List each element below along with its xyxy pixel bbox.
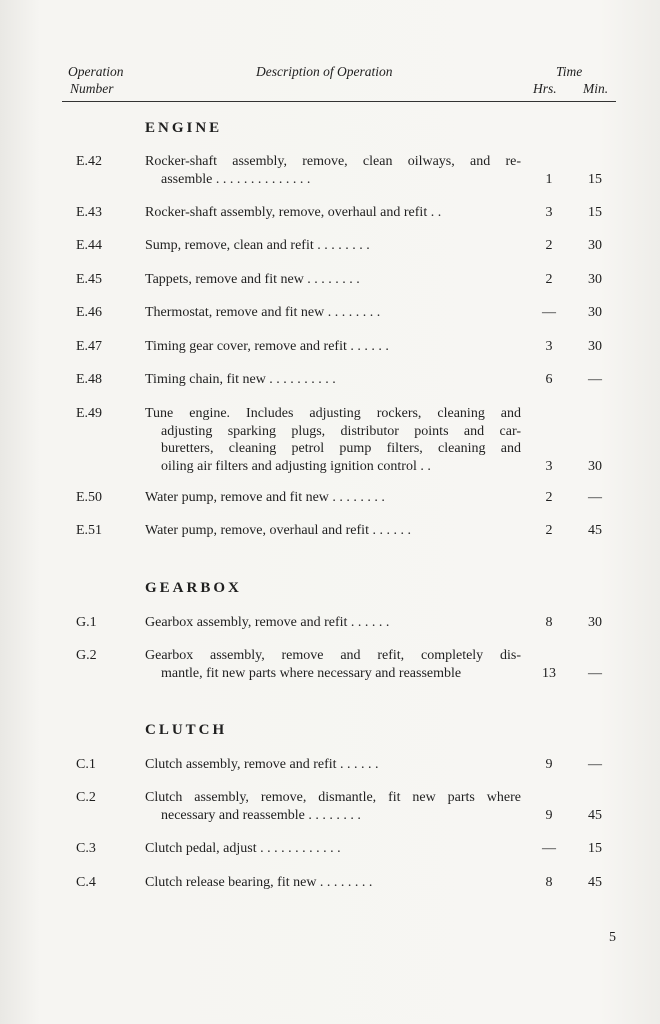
description-line: Sump, remove, clean and refit . . . . . . . . [145,238,370,253]
time-minutes: 15 [588,205,602,220]
section-title-clutch: CLUTCH [145,722,228,738]
description-line: Clutch assembly, remove and refit . . . . . . [145,757,379,772]
description-line: necessary and reassemble . . . . . . . . [161,807,361,823]
description-line: Clutch release bearing, fit new . . . . . . . . [145,875,373,890]
description-line: Clutch assembly, remove, dismantle, fit new parts where [145,790,521,805]
operation-description [145,405,521,475]
description-line: Water pump, remove and fit new . . . . . . . . [145,490,385,505]
operation-number: C.3 [76,841,96,856]
operation-number: G.1 [76,615,97,630]
description-line: oiling air filters and adjusting ignition control . . [161,458,431,474]
time-minutes: 45 [588,523,602,538]
time-minutes: 30 [588,238,602,253]
time-minutes: — [588,757,602,772]
time-hours: 1 [545,171,553,187]
description-line: buretters, cleaning petrol pump filters, cleaning and [161,441,521,456]
time-hours: 13 [542,665,556,681]
time-hours: 6 [545,372,553,387]
time-minutes: 30 [588,458,602,474]
operation-number: E.50 [76,490,103,505]
description-line: Gearbox assembly, remove and refit . . . . . . [145,615,390,630]
operation-description [145,304,521,322]
description-line: adjusting sparking plugs, distributor points and car- [161,423,521,439]
time-hours: — [542,305,556,320]
operation-description [145,338,521,356]
time-hours: 8 [545,615,553,630]
operation-number: G.2 [76,648,97,663]
description-line: Thermostat, remove and fit new . . . . . . . . [145,305,381,320]
time-hours: 3 [545,458,553,474]
header-operation-number [68,63,124,97]
time-minutes: — [588,490,602,505]
time-minutes: 15 [588,171,602,187]
description-line: Tune engine. Includes adjusting rockers, cleaning and [145,406,521,421]
time-minutes: 30 [588,272,602,287]
time-minutes: — [588,665,602,681]
time-minutes: 45 [588,807,602,823]
time-minutes: — [588,372,602,387]
section-title-engine: ENGINE [145,120,223,136]
description-line: assemble . . . . . . . . . . . . . . [161,171,311,187]
operation-description [145,840,521,858]
header-operation-line1: Operation [68,64,124,79]
time-hours: 9 [545,807,553,823]
operation-description [145,371,521,389]
operation-number: E.48 [76,372,103,387]
operation-description [145,153,521,188]
header-rule [62,101,616,102]
description-line: mantle, fit new parts where necessary and reassemble [161,665,462,681]
time-minutes: 30 [588,339,602,354]
time-hours: 2 [545,490,553,505]
page-number: 5 [609,930,616,945]
operation-number: E.43 [76,205,103,220]
operation-number: C.4 [76,875,96,890]
header-time: Time [556,64,583,79]
operation-description [145,237,521,255]
operation-number: C.2 [76,790,96,805]
operation-number: E.45 [76,272,103,287]
header-min: Min. [583,81,609,96]
description-line: Timing gear cover, remove and refit . . . . . . [145,339,389,354]
operation-description [145,522,521,540]
operation-description [145,489,521,507]
header-operation-line2: Number [70,81,114,96]
operation-number: E.42 [76,154,103,169]
description-line: Gearbox assembly, remove and refit, completely dis- [145,648,521,663]
header-hrs: Hrs. [533,81,557,96]
operation-description [145,756,521,774]
time-hours: 2 [545,523,553,538]
section-title-gearbox: GEARBOX [145,580,242,596]
operation-description [145,789,521,824]
time-hours: 8 [545,875,553,890]
time-minutes: 30 [588,615,602,630]
operation-description [145,874,521,892]
description-line: Tappets, remove and fit new . . . . . . . . [145,272,360,287]
header-description: Description of Operation [256,64,393,79]
time-minutes: 45 [588,875,602,890]
operation-number: E.47 [76,339,103,354]
description-line: Clutch pedal, adjust . . . . . . . . . . . . [145,841,341,856]
time-hours: 9 [545,757,553,772]
operation-description [145,647,521,682]
time-hours: 2 [545,238,553,253]
time-hours: 2 [545,272,553,287]
time-hours: 3 [545,339,553,354]
description-line: Rocker-shaft assembly, remove, clean oilways, and re- [145,154,521,169]
operation-number: E.46 [76,305,103,320]
operation-description [145,614,521,632]
operation-number: E.44 [76,238,103,253]
operation-description [145,271,521,289]
time-hours: — [542,841,556,856]
operation-number: E.49 [76,406,103,421]
operation-number: C.1 [76,757,96,772]
time-hours: 3 [545,205,553,220]
operation-description [145,204,521,222]
description-line: Rocker-shaft assembly, remove, overhaul and refit . . [145,205,442,220]
time-minutes: 15 [588,841,602,856]
operation-number: E.51 [76,523,103,538]
description-line: Timing chain, fit new . . . . . . . . . . [145,372,336,387]
time-minutes: 30 [588,305,602,320]
description-line: Water pump, remove, overhaul and refit . . . . . . [145,523,411,538]
